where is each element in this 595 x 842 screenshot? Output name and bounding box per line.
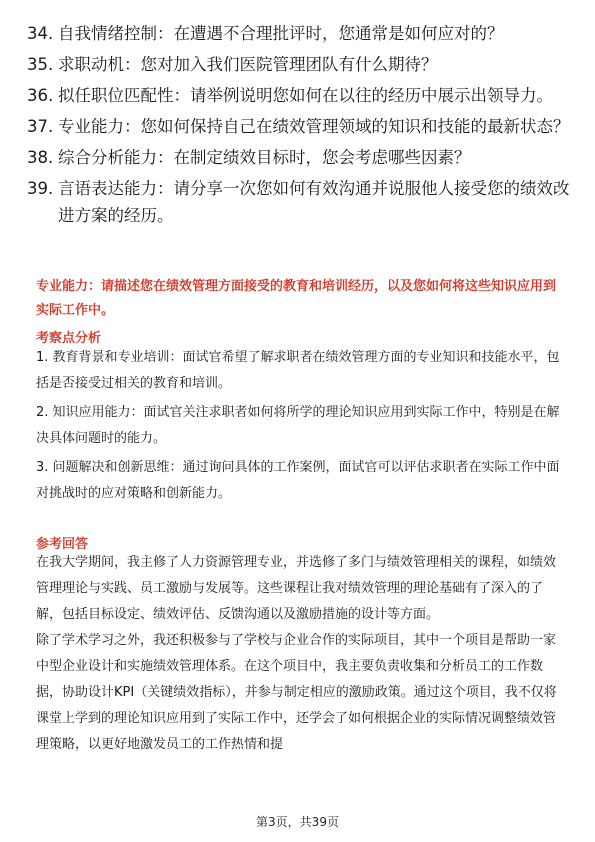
question-text: 求职动机：您对加入我们医院管理团队有什么期待？ [58,55,438,74]
question-number: 37. [27,117,54,136]
question-list [27,20,575,233]
question-text: 拟任职位匹配性：请举例说明您如何在以往的经历中展示出领导力。 [58,86,553,105]
reference-title: 参考回答 [36,537,89,552]
analysis-point: 1. 教育背景和专业培训：面试官希望了解求职者在绩效管理方面的专业知识和技能水平，包括是否接受过相关的教育和培训。 [36,350,560,391]
analysis-point: 3. 问题解决和创新思维：通过询问具体的工作案例，面试官可以评估求职者在实际工作中面对挑战时的应对策略和创新能力。 [36,460,560,501]
question-item [27,144,575,171]
question-number: 39. [27,179,54,198]
question-number: 34. [27,24,54,43]
analysis-points [36,345,564,510]
question-number: 35. [27,55,54,74]
question-text: 言语表达能力：请分享一次您如何有效沟通并说服他人接受您的绩效改进方案的经历。 [58,179,570,225]
question-text: 自我情绪控制：在遭遇不合理批评时，您通常是如何应对的？ [58,24,504,43]
highlighted-question: 专业能力：请描述您在绩效管理方面接受的教育和培训经历，以及您如何将这些知识应用到实际工作中。 [36,279,557,318]
analysis-title: 考察点分析 [36,331,102,346]
analysis-point: 2. 知识应用能力：面试官关注求职者如何将所学的理论知识应用到实际工作中，特别是在解决具体问题时的能力。 [36,405,560,446]
question-item [27,20,575,47]
reference-paragraph: 除了学术学习之外，我还积极参与了学校与企业合作的实际项目，其中一个项目是帮助一家中型企业设计和实施绩效管理体系。在这个项目中，我主要负责收集和分析员工的工作数据，协助设计KPI（关键绩效指标），并参与制定相应的激励政策。通过这个项目，我不仅将课堂上学到的理论知识应用到了实际工作中，还学会了如何根据企业的实际情况调整绩效管理策略，以更好地激发员工的工作热情和提 [36,633,557,752]
reference-paragraph: 在我大学期间，我主修了人力资源管理专业，并选修了多门与绩效管理相关的课程，如绩效管理理论与实践、员工激励与发展等。这些课程让我对绩效管理的理论基础有了深入的了解，包括目标设定、绩效评估、反馈沟通以及激励措施的设计等方面。 [36,555,557,622]
question-item [27,175,575,229]
question-text: 专业能力：您如何保持自己在绩效管理领域的知识和技能的最新状态？ [58,117,570,136]
question-item [27,51,575,78]
question-item [27,82,575,109]
reference-answer [36,550,564,758]
question-number: 38. [27,148,54,167]
question-item [27,113,575,140]
question-number: 36. [27,86,54,105]
page-footer: 第3页，共39页 [256,815,339,829]
question-text: 综合分析能力：在制定绩效目标时，您会考虑哪些因素？ [58,148,471,167]
